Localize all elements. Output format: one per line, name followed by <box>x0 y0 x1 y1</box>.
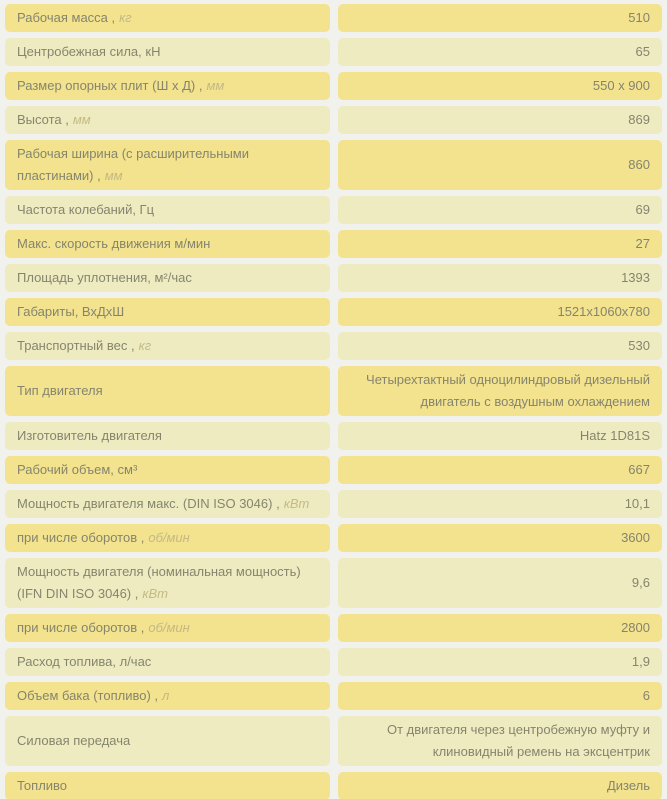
spec-label-text <box>17 380 103 402</box>
spec-value: От двигателя через центробежную муфту и клиновидный ремень на эксцентрик <box>387 722 650 759</box>
table-row <box>5 106 662 134</box>
spec-label: при числе оборотов , <box>17 530 145 545</box>
spec-label-cell <box>5 298 330 326</box>
spec-value-text <box>636 233 650 255</box>
spec-unit: кВт <box>283 496 310 511</box>
spec-label-text <box>17 527 190 549</box>
spec-value-cell <box>338 264 663 292</box>
spec-label: Высота , <box>17 112 69 127</box>
spec-value-text <box>632 651 650 673</box>
table-row <box>5 490 662 518</box>
spec-unit: кВт <box>142 586 169 601</box>
spec-label: Мощность двигателя макс. (DIN ISO 3046) , <box>17 496 280 511</box>
spec-value: 1,9 <box>631 654 650 669</box>
spec-label-text <box>17 651 151 673</box>
table-row <box>5 456 662 484</box>
spec-label-cell <box>5 682 330 710</box>
table-row <box>5 332 662 360</box>
spec-value-cell <box>338 614 663 642</box>
spec-label-cell <box>5 558 330 608</box>
spec-value: 1521х1060х780 <box>557 304 650 319</box>
spec-value-text <box>621 617 650 639</box>
spec-label-text <box>17 730 130 752</box>
spec-value: 65 <box>635 44 650 59</box>
spec-value: 9,6 <box>631 575 650 590</box>
table-row <box>5 264 662 292</box>
spec-value-text <box>643 685 650 707</box>
spec-label-text <box>17 685 169 707</box>
spec-label-text <box>17 493 309 515</box>
spec-value-cell <box>338 490 663 518</box>
spec-value: 3600 <box>621 530 650 545</box>
table-row <box>5 298 662 326</box>
spec-label: Мощность двигателя (номинальная мощность) (IFN DIN ISO 3046) , <box>17 564 301 601</box>
spec-label-text <box>17 301 124 323</box>
spec-value: 667 <box>628 462 650 477</box>
spec-value-cell <box>338 72 663 100</box>
spec-value: Четырехтактный одноцилиндровый дизельный двигатель с воздушным охлаждением <box>366 372 650 409</box>
spec-label-text <box>17 233 210 255</box>
spec-value-text <box>580 425 650 447</box>
spec-label: Рабочий объем, см³ <box>17 462 138 477</box>
spec-label-cell <box>5 196 330 224</box>
spec-value: 860 <box>628 157 650 172</box>
spec-value-cell <box>338 366 663 416</box>
spec-value: 869 <box>628 112 650 127</box>
spec-label-text <box>17 561 318 605</box>
table-row <box>5 38 662 66</box>
table-row <box>5 230 662 258</box>
spec-value-text <box>607 775 650 797</box>
specs-table <box>5 4 662 799</box>
spec-label-text <box>17 425 162 447</box>
spec-unit: л <box>162 688 170 703</box>
spec-label-cell <box>5 648 330 676</box>
table-row <box>5 366 662 416</box>
spec-value-text <box>350 369 651 413</box>
table-row <box>5 4 662 32</box>
table-row <box>5 614 662 642</box>
spec-value-text <box>557 301 650 323</box>
spec-label-text <box>17 199 154 221</box>
spec-label: Силовая передача <box>17 733 131 748</box>
spec-label: Транспортный вес , <box>17 338 135 353</box>
spec-label-cell <box>5 456 330 484</box>
spec-unit: мм <box>206 78 225 93</box>
spec-label-cell <box>5 716 330 766</box>
spec-label-text <box>17 459 137 481</box>
spec-label: Расход топлива, л/час <box>17 654 152 669</box>
spec-label: Изготовитель двигателя <box>17 428 162 443</box>
spec-value-text <box>628 109 650 131</box>
spec-unit: об/мин <box>148 620 190 635</box>
table-row <box>5 422 662 450</box>
spec-value-text <box>628 7 650 29</box>
spec-label-text <box>17 41 160 63</box>
spec-label-text <box>17 267 192 289</box>
spec-label-cell <box>5 366 330 416</box>
table-row <box>5 772 662 799</box>
spec-value: 510 <box>628 10 650 25</box>
spec-label-cell <box>5 524 330 552</box>
spec-label: Макс. скорость движения м/мин <box>17 236 211 251</box>
spec-value-text <box>628 154 650 176</box>
spec-value-text <box>628 459 650 481</box>
spec-value-cell <box>338 106 663 134</box>
spec-value-cell <box>338 332 663 360</box>
table-row <box>5 524 662 552</box>
spec-unit: кг <box>119 10 132 25</box>
spec-label-cell <box>5 72 330 100</box>
spec-label-cell <box>5 230 330 258</box>
spec-label-cell <box>5 772 330 799</box>
spec-label-cell <box>5 490 330 518</box>
spec-value-cell <box>338 772 663 799</box>
table-row <box>5 716 662 766</box>
spec-value: 10,1 <box>624 496 650 511</box>
spec-label-cell <box>5 264 330 292</box>
table-row <box>5 682 662 710</box>
spec-label: Центробежная сила, кН <box>17 44 161 59</box>
spec-label-text <box>17 775 67 797</box>
spec-value: 530 <box>628 338 650 353</box>
spec-unit: мм <box>104 168 123 183</box>
spec-value-cell <box>338 524 663 552</box>
table-row <box>5 72 662 100</box>
spec-value: Hatz 1D81S <box>579 428 650 443</box>
table-row <box>5 558 662 608</box>
spec-label-cell <box>5 106 330 134</box>
spec-value-text <box>621 267 650 289</box>
spec-value-cell <box>338 422 663 450</box>
spec-unit: кг <box>138 338 152 353</box>
spec-value: 1393 <box>621 270 650 285</box>
spec-value: 550 x 900 <box>592 78 650 93</box>
spec-label-text <box>17 335 151 357</box>
spec-label-text <box>17 109 91 131</box>
spec-label-text <box>17 75 224 97</box>
spec-value-text <box>628 335 650 357</box>
spec-label: Площадь уплотнения, м²/час <box>17 270 192 285</box>
spec-value: 2800 <box>621 620 650 635</box>
spec-value-text <box>632 572 650 594</box>
spec-value: 69 <box>635 202 650 217</box>
table-row <box>5 648 662 676</box>
spec-label: Частота колебаний, Гц <box>17 202 155 217</box>
spec-label-text <box>17 7 132 29</box>
spec-value: Дизель <box>606 778 650 793</box>
spec-value-cell <box>338 298 663 326</box>
spec-value-cell <box>338 230 663 258</box>
spec-value-cell <box>338 140 663 190</box>
spec-label-cell <box>5 332 330 360</box>
spec-value-text <box>621 527 650 549</box>
spec-value: 27 <box>635 236 650 251</box>
spec-label: Объем бака (топливо) , <box>17 688 159 703</box>
table-row <box>5 140 662 190</box>
spec-value-cell <box>338 456 663 484</box>
spec-value-cell <box>338 648 663 676</box>
spec-label-cell <box>5 614 330 642</box>
spec-label-text <box>17 143 318 187</box>
spec-value-text <box>625 493 650 515</box>
spec-label: Размер опорных плит (Ш х Д) , <box>17 78 203 93</box>
spec-label: Рабочая ширина (с расширительными пластинами) , <box>17 146 249 183</box>
spec-label: Рабочая масса , <box>17 10 116 25</box>
spec-value-text <box>593 75 650 97</box>
spec-label-cell <box>5 38 330 66</box>
spec-label: Габариты, ВхДхШ <box>17 304 125 319</box>
spec-unit: мм <box>72 112 91 127</box>
table-row <box>5 196 662 224</box>
spec-value: 6 <box>642 688 650 703</box>
spec-value-text <box>350 719 651 763</box>
spec-value-text <box>636 199 650 221</box>
spec-label: при числе оборотов , <box>17 620 145 635</box>
spec-label-cell <box>5 422 330 450</box>
spec-value-cell <box>338 38 663 66</box>
spec-value-text <box>636 41 650 63</box>
spec-value-cell <box>338 4 663 32</box>
spec-value-cell <box>338 716 663 766</box>
spec-label-cell <box>5 4 330 32</box>
spec-value-cell <box>338 558 663 608</box>
spec-label: Тип двигателя <box>17 383 103 398</box>
spec-value-cell <box>338 196 663 224</box>
spec-label-text <box>17 617 190 639</box>
spec-value-cell <box>338 682 663 710</box>
spec-label: Топливо <box>17 778 68 793</box>
spec-unit: об/мин <box>148 530 190 545</box>
spec-label-cell <box>5 140 330 190</box>
